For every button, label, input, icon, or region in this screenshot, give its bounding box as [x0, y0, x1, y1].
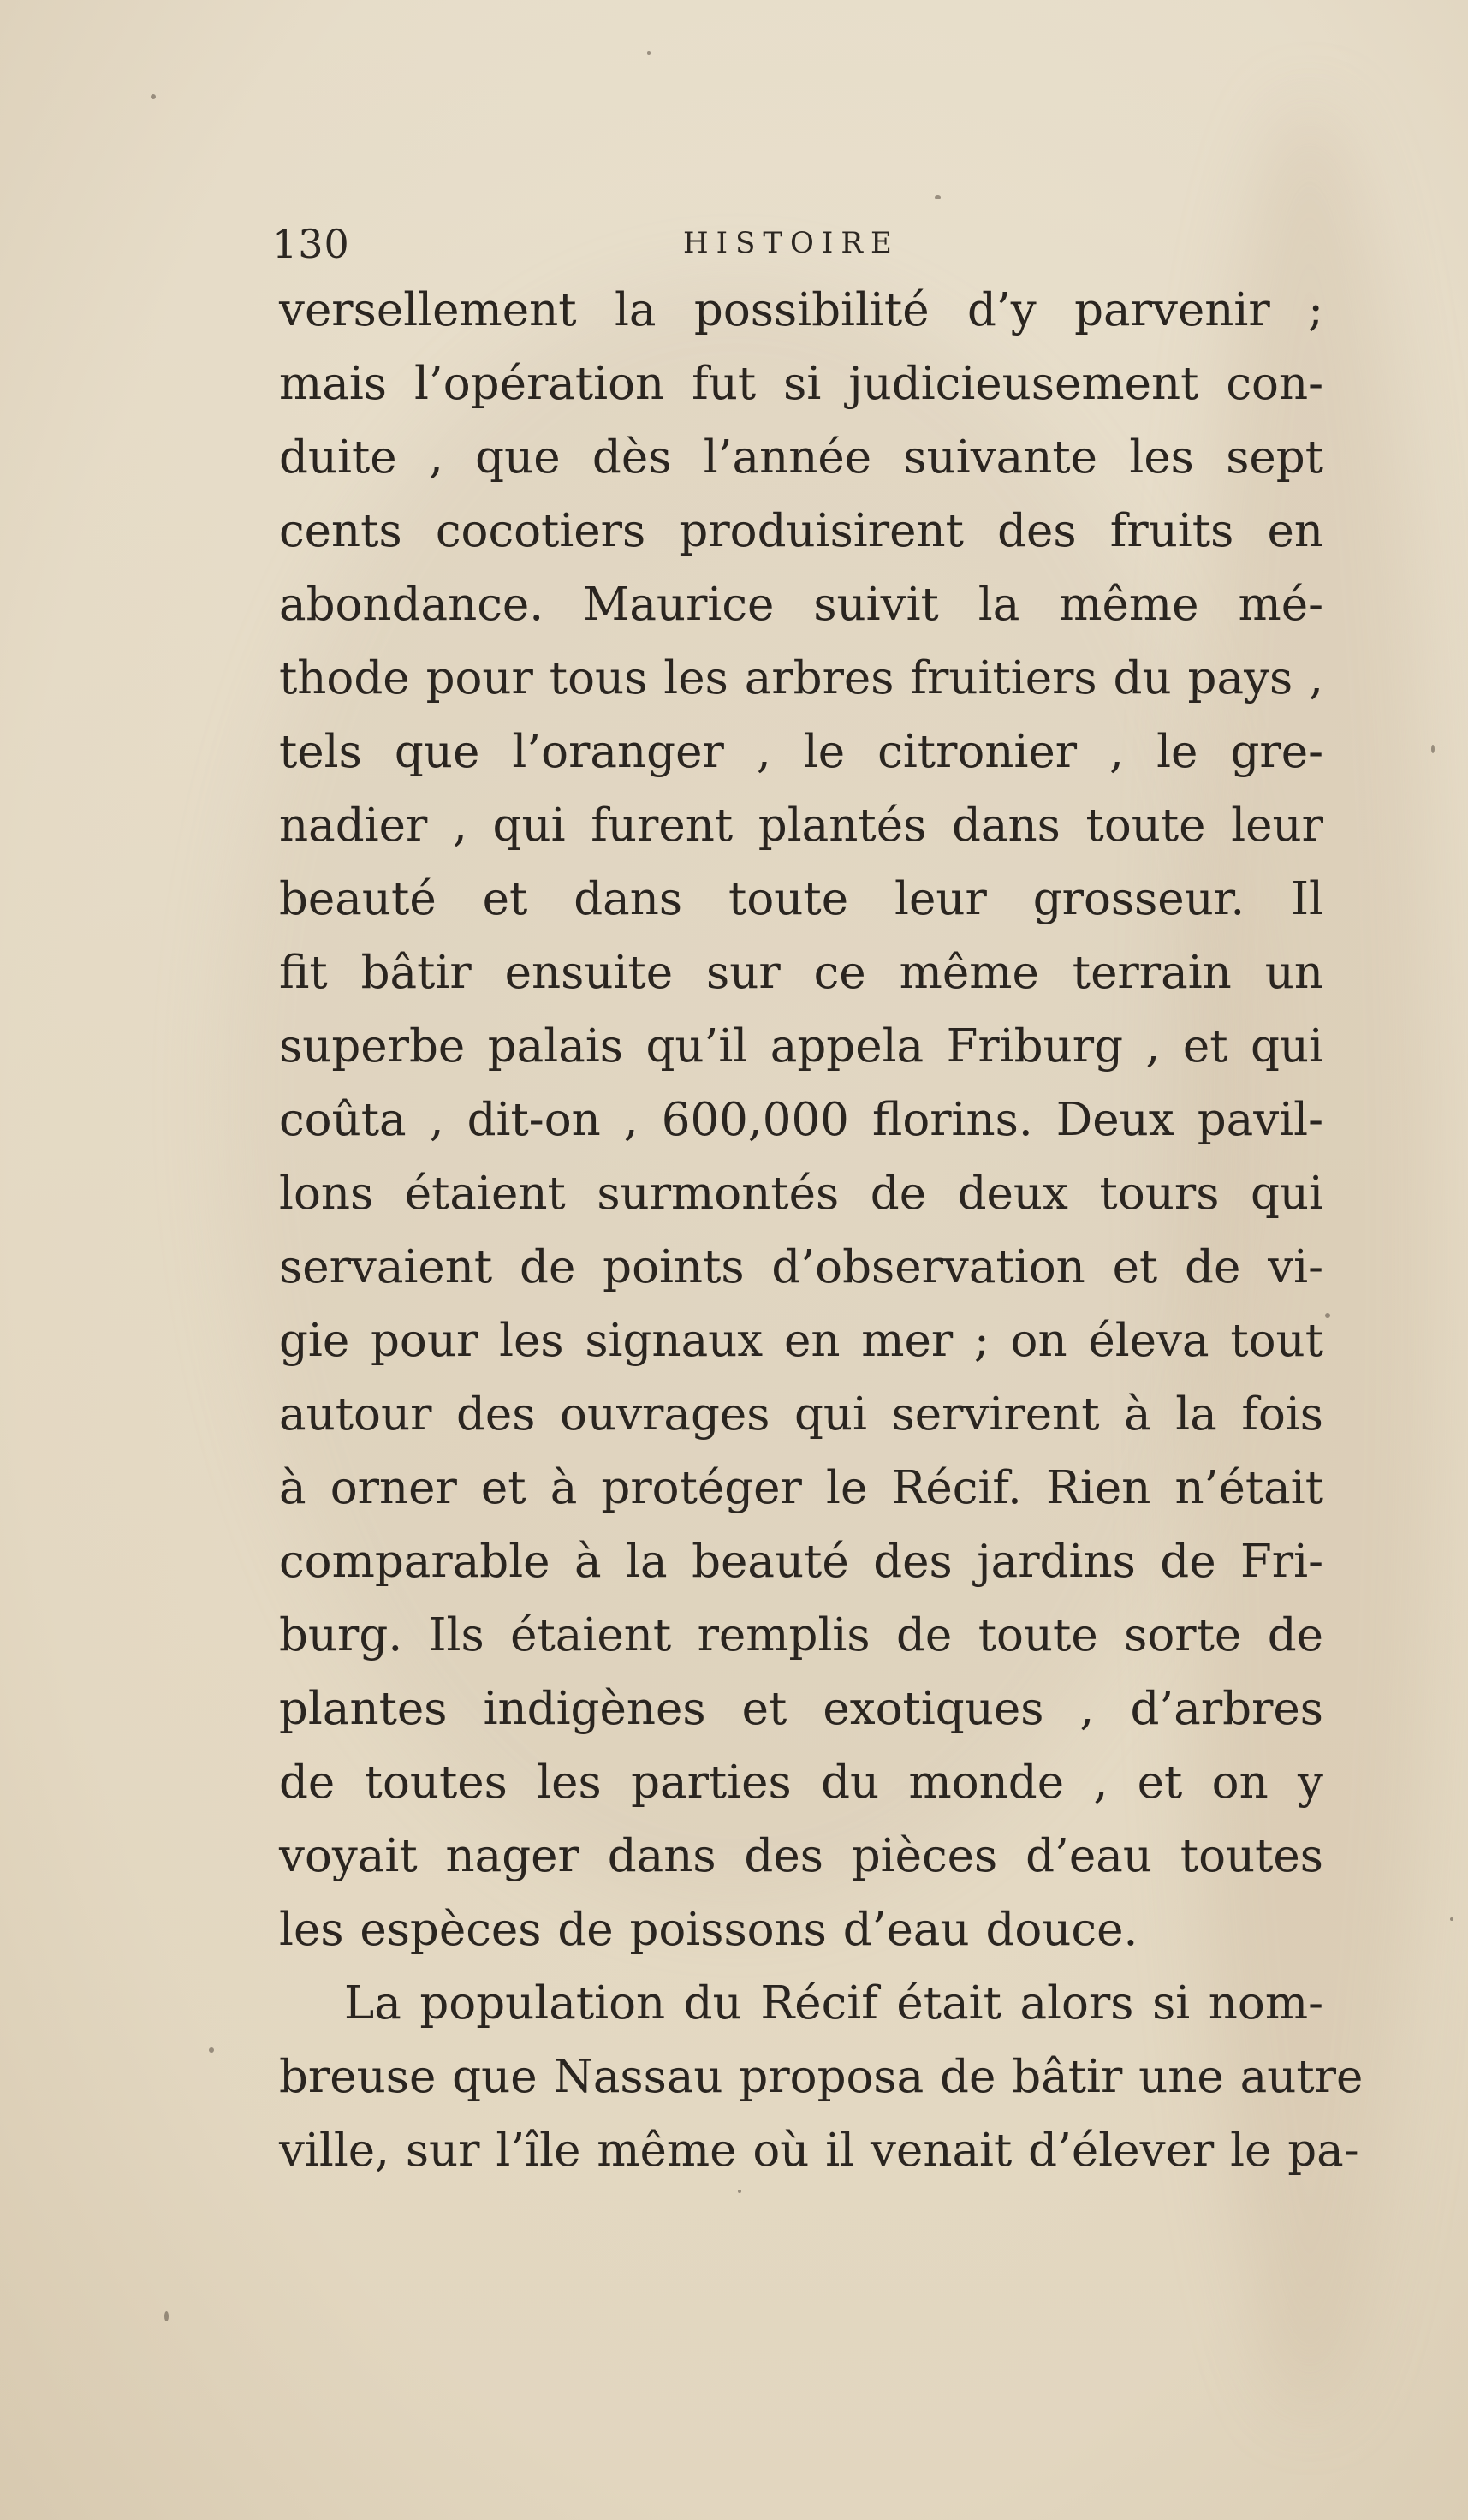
paper-fleck	[935, 195, 941, 199]
text-line: plantes indigènes et exotiques , d’arbres	[279, 1683, 1323, 1735]
text-line: à orner et à protéger le Récif. Rien n’était	[279, 1462, 1323, 1514]
paper-fleck	[1431, 745, 1435, 753]
paper-fleck	[151, 94, 156, 99]
text-line: mais l’opération fut si judicieusement con-	[279, 358, 1323, 410]
text-line: tels que l’oranger , le citronier , le gre-	[279, 726, 1323, 778]
paper-fleck	[1450, 1917, 1453, 1921]
text-line: thode pour tous les arbres fruitiers du pays ,	[279, 652, 1323, 704]
text-line: servaient de points d’observation et de vi-	[279, 1241, 1323, 1293]
text-line: fit bâtir ensuite sur ce même terrain un	[279, 947, 1323, 999]
text-line: voyait nager dans des pièces d’eau toutes	[279, 1830, 1323, 1882]
paper-fleck	[1325, 1313, 1330, 1318]
paper-fleck	[164, 2311, 169, 2321]
text-line: cents cocotiers produisirent des fruits en	[279, 505, 1323, 557]
page-number: 130	[272, 221, 350, 267]
paper-fleck	[647, 51, 651, 55]
page-header	[272, 212, 1334, 272]
text-line: les espèces de poissons d’eau douce.	[279, 1904, 1138, 1956]
text-line: burg. Ils étaient remplis de toute sorte de	[279, 1609, 1323, 1661]
text-line: de toutes les parties du monde , et on y	[279, 1756, 1323, 1809]
text-line: versellement la possibilité d’y parvenir ;	[279, 284, 1323, 336]
text-line: ville, sur l’île même où il venait d’élever le pa-	[279, 2125, 1359, 2177]
text-line: lons étaient surmontés de deux tours qui	[279, 1168, 1323, 1220]
text-line: coûta , dit-on , 600,000 florins. Deux pavil-	[279, 1094, 1323, 1146]
text-line: autour des ouvrages qui servirent à la fois	[279, 1388, 1323, 1441]
text-line: beauté et dans toute leur grosseur. Il	[279, 873, 1323, 925]
running-head: HISTOIRE	[683, 226, 900, 260]
text-line: superbe palais qu’il appela Friburg , et qui	[279, 1020, 1323, 1073]
text-line: abondance. Maurice suivit la même mé-	[279, 579, 1323, 631]
text-line: nadier , qui furent plantés dans toute leur	[279, 799, 1323, 852]
paper-fleck	[738, 2190, 741, 2193]
body-text	[279, 274, 1364, 2188]
text-line: La population du Récif était alors si nom-	[344, 1977, 1323, 2030]
text-line: gie pour les signaux en mer ; on éleva tout	[279, 1315, 1323, 1367]
paper-fleck	[209, 2048, 214, 2053]
text-line: duite , que dès l’année suivante les sept	[279, 431, 1323, 484]
text-line: breuse que Nassau proposa de bâtir une autre	[279, 2051, 1364, 2103]
text-line: comparable à la beauté des jardins de Fri-	[279, 1536, 1323, 1588]
